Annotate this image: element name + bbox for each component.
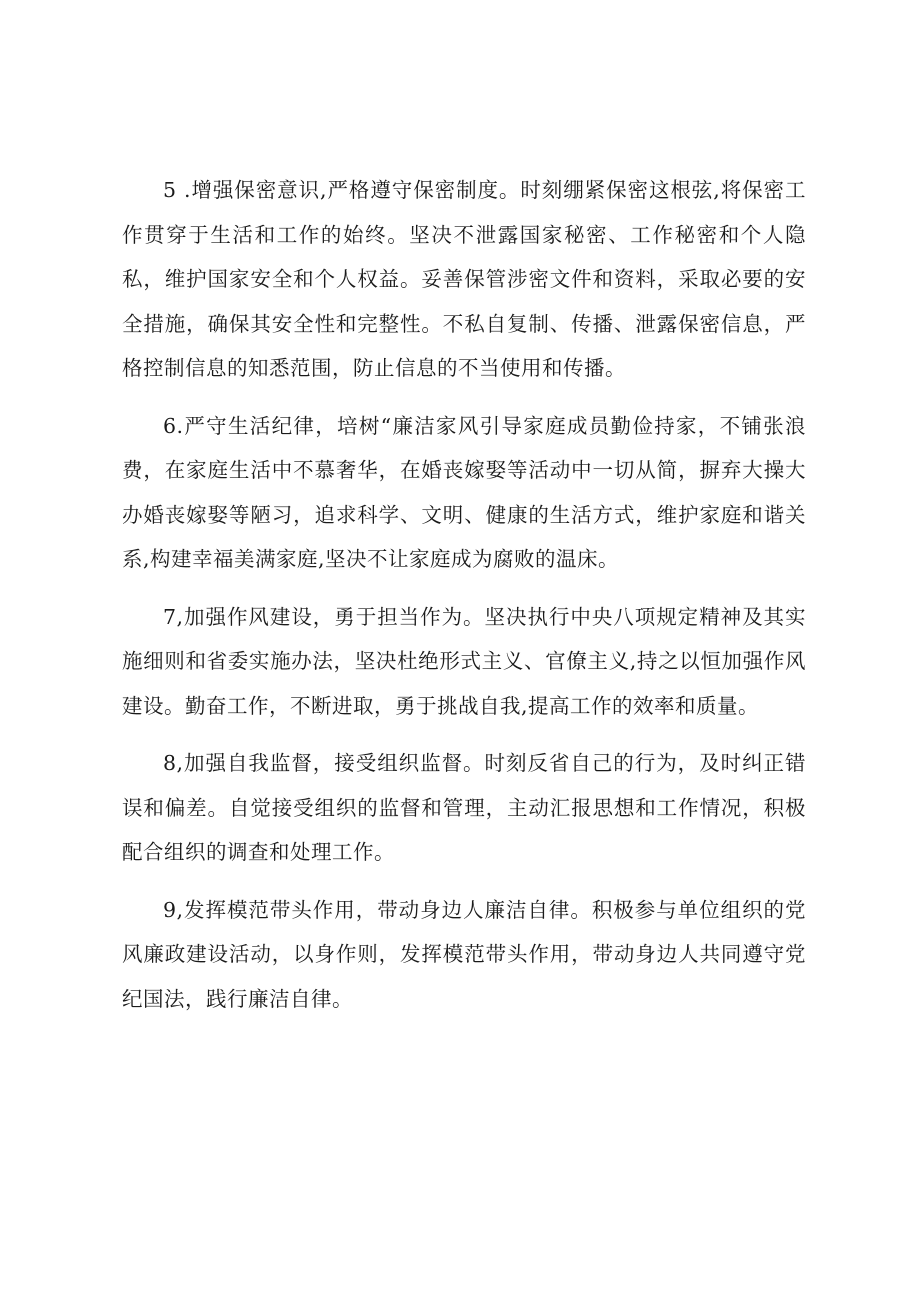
paragraph-number: 5 <box>163 178 177 202</box>
paragraph-item-8 <box>122 741 806 875</box>
paragraph-item-6 <box>122 404 806 582</box>
document-page <box>122 168 806 1034</box>
paragraph-item-9 <box>122 888 806 1022</box>
paragraph-number: 9, <box>163 897 184 922</box>
paragraph-text: 加强自我监督，接受组织监督。时刻反省自己的行为，及时纠正错误和偏差。自觉接受组织的监督和管理，主动汇报思想和工作情况，积极配合组织的调查和处理工作。 <box>122 751 806 864</box>
paragraph-text: 严守生活纪律，培树“廉洁家风引导家庭成员勤俭持家，不铺张浪费，在家庭生活中不慕奢华，在婚丧嫁娶等活动中一切从简，摒弃大操大办婚丧嫁娶等陋习，追求科学、文明、健康的生活方式，维护家庭和谐关系,构建幸福美满家庭,坚决不让家庭成为腐败的温床。 <box>122 413 806 571</box>
paragraph-number: 7, <box>163 604 184 629</box>
paragraph-number: 6. <box>163 413 184 438</box>
paragraph-item-5 <box>122 168 806 391</box>
paragraph-text: 发挥模范带头作用，带动身边人廉洁自律。积极参与单位组织的党风廉政建设活动，以身作则，发挥模范带头作用，带动身边人共同遵守党纪国法，践行廉洁自律。 <box>122 897 806 1011</box>
paragraph-number: 8, <box>163 751 184 775</box>
paragraph-text: .增强保密意识,严格遵守保密制度。时刻绷紧保密这根弦,将保密工作贯穿于生活和工作的始终。坚决不泄露国家秘密、工作秘密和个人隐私，维护国家安全和个人权益。妥善保管涉密文件和资料，采取必要的安全措施，确保其安全性和完整性。不私自复制、传播、泄露保密信息，严格控制信息的知悉范围，防止信息的不当使用和传播。 <box>122 178 806 380</box>
paragraph-item-7 <box>122 595 806 729</box>
paragraph-text: 加强作风建设，勇于担当作为。坚决执行中央八项规定精神及其实施细则和省委实施办法，坚决杜绝形式主义、官僚主义,持之以恒加强作风建设。勤奋工作，不断进取，勇于挑战自我,提高工作的效率和质量。 <box>122 604 806 718</box>
